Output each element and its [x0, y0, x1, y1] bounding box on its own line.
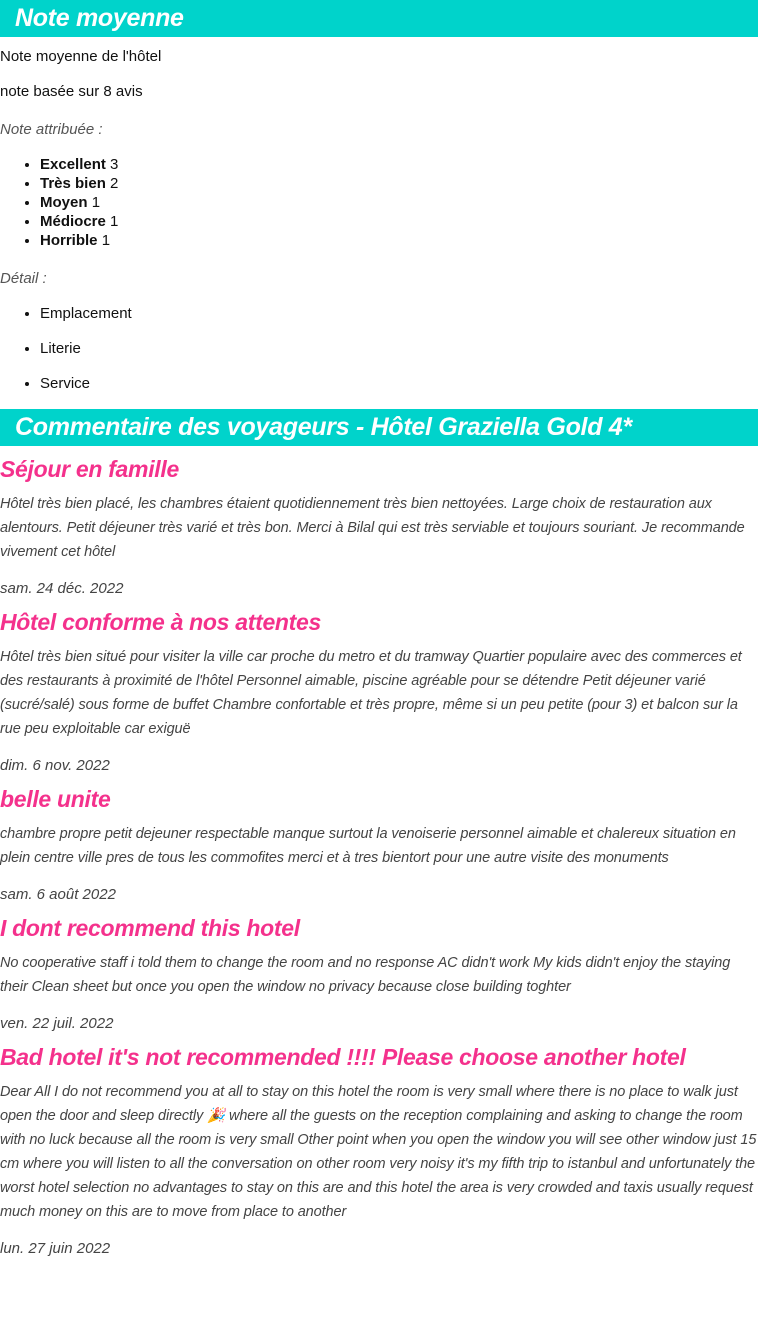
review-title: Hôtel conforme à nos attentes: [0, 609, 322, 635]
review-body: Hôtel très bien situé pour visiter la ville car proche du metro et du tramway Quartier populaire avec des commerces et des restaurants à proximité de l'hôtel Personnel aimable, piscine agréable pour se détendre Petit déjeuner varié (sucré/salé) sous forme de buffet Chambre confortable et très propre, même si un peu petite (pour 3) et balcon sur la rue peu exploitable car exiguë: [0, 649, 742, 737]
review-date: sam. 24 déc. 2022: [0, 580, 124, 597]
average-rating-title: Note moyenne de l'hôtel: [0, 48, 162, 65]
average-rating-header: Note moyenne: [0, 0, 758, 37]
review-date: sam. 6 août 2022: [0, 886, 116, 903]
review-title: Séjour en famille: [0, 456, 179, 482]
review: [0, 913, 758, 1034]
rating-item-moyen: [40, 193, 758, 212]
review-body: chambre propre petit dejeuner respectable manque surtout la venoiserie personnel aimable et chalereux situation en plein centre ville pres de tous les commofites merci et à tres bientort pour une autre visite des monuments: [0, 826, 736, 866]
ratings-list: [0, 155, 758, 250]
rating-count: 2: [110, 175, 119, 192]
review-title: belle unite: [0, 786, 111, 812]
detail-item-emplacement: • Emplacement: [40, 304, 758, 323]
rating-label: Moyen: [40, 194, 88, 211]
review-date: dim. 6 nov. 2022: [0, 757, 110, 774]
review: [0, 1042, 758, 1259]
review-title: I dont recommend this hotel: [0, 915, 300, 941]
rating-item-horrible: [40, 231, 758, 250]
review-count-text: note basée sur 8 avis: [0, 83, 143, 100]
rating-label: Excellent: [40, 156, 106, 173]
review-body: Hôtel très bien placé, les chambres étaient quotidiennement très bien nettoyées. Large choix de restauration aux alentours. Petit déjeuner très varié et très bon. Merci à Bilal qui est très serviable et toujours souriant. Je recommande vivement cet hôtel: [0, 496, 745, 560]
review-date: lun. 27 juin 2022: [0, 1240, 111, 1257]
rating-label: Horrible: [40, 232, 98, 249]
detail-label: Détail :: [0, 270, 47, 287]
rating-label: Médiocre: [40, 213, 106, 230]
rating-item-mediocre: [40, 212, 758, 231]
rating-count: 3: [110, 156, 119, 173]
detail-list: [0, 304, 758, 393]
review-body: No cooperative staff i told them to change the room and no response AC didn't work My kids didn't enjoy the staying their Clean sheet but once you open the window no privacy because close building toghter: [0, 955, 731, 995]
rating-item-excellent: [40, 155, 758, 174]
review-date: ven. 22 juil. 2022: [0, 1015, 114, 1032]
rating-label: Très bien: [40, 175, 106, 192]
detail-item-service: • Service: [40, 374, 758, 393]
review: [0, 607, 758, 776]
review-body: Dear All I do not recommend you at all to stay on this hotel the room is very small where there is no place to walk just open the door and sleep directly 🎉 where all the guests on the reception complaining and asking to change the room with no luck because all the room is very small Other point when you open the window you will see other window just 15 cm where you will listen to all the conversation on other room very noisy it's my fifth trip to istanbul and unfortunately the worst hotel selection no advantages to stay on this are and this hotel the area is very crowded and taxis usually request much money on this are to move from place to another: [0, 1084, 757, 1220]
review: [0, 784, 758, 905]
comments-section: [0, 409, 758, 1259]
average-rating-section: [0, 0, 758, 393]
review-title: Bad hotel it's not recommended !!!! Please choose another hotel: [0, 1044, 686, 1070]
rating-count: 1: [91, 194, 101, 211]
rating-count: 1: [101, 232, 111, 249]
ratings-label: Note attribuée :: [0, 121, 103, 138]
detail-item-literie: • Literie: [40, 339, 758, 358]
comments-header: Commentaire des voyageurs - Hôtel Graziella Gold 4*: [0, 409, 758, 446]
review: [0, 454, 758, 599]
rating-item-tres-bien: [40, 174, 758, 193]
rating-count: 1: [110, 213, 119, 230]
